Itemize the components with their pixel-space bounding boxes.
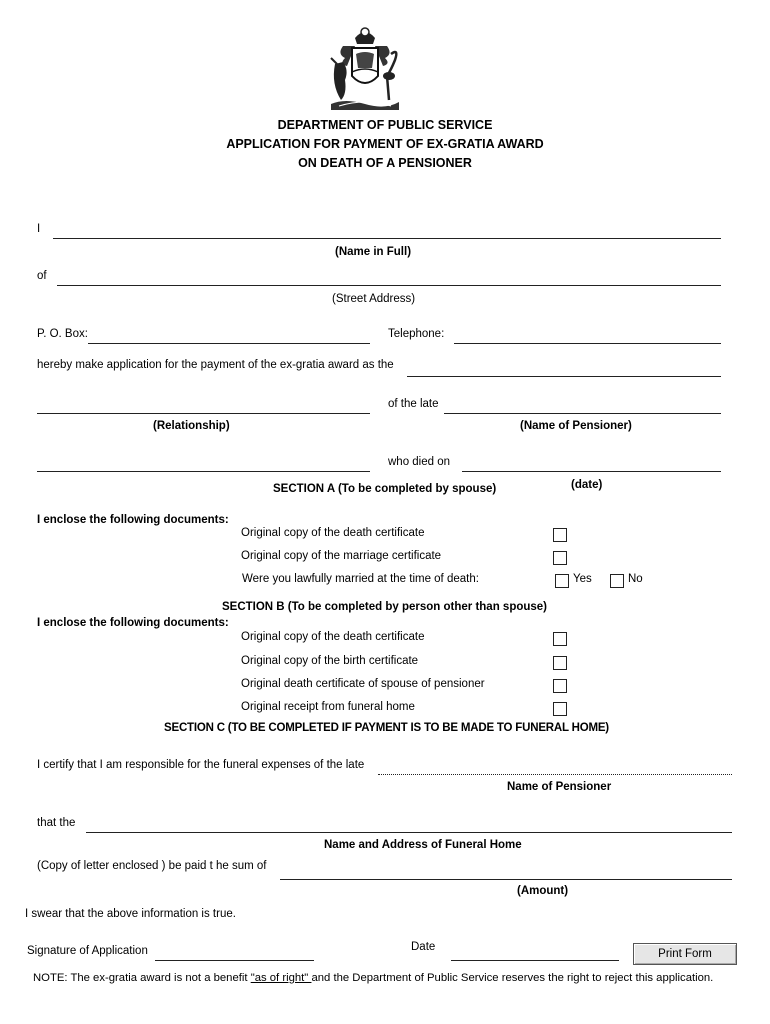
section-b-item-spouse-death-cert: Original death certificate of spouse of pensioner <box>241 678 485 690</box>
signature-label: Signature of Application <box>27 945 148 957</box>
married-yes-checkbox[interactable] <box>555 574 569 588</box>
telephone-field[interactable] <box>454 329 725 345</box>
date-caption: (date) <box>571 479 603 491</box>
telephone-label: Telephone: <box>388 328 445 340</box>
relationship-field[interactable] <box>37 399 374 415</box>
married-yes-label: Yes <box>573 573 592 585</box>
section-b-item-death-cert: Original copy of the death certificate <box>241 631 425 643</box>
funeral-caption: Name and Address of Funeral Home <box>324 839 522 851</box>
thatthe-label: that the <box>37 817 76 829</box>
ofthelate-label: of the late <box>388 398 439 410</box>
print-form-button[interactable]: Print Form <box>633 943 737 965</box>
section-b-spouse-death-cert-checkbox[interactable] <box>553 679 567 693</box>
section-c-heading: SECTION C (TO BE COMPLETED IF PAYMENT IS TO BE MADE TO FUNERAL HOME) <box>164 722 609 734</box>
name-caption: (Name in Full) <box>335 246 412 258</box>
section-b-funeral-receipt-checkbox[interactable] <box>553 702 567 716</box>
section-b-enclose-label: I enclose the following documents: <box>37 617 229 629</box>
swear-text: I swear that the above information is true. <box>25 908 236 920</box>
form-title-line3: ON DEATH OF A PENSIONER <box>298 156 472 170</box>
married-question: Were you lawfully married at the time of death: <box>242 573 479 585</box>
hereby-text: hereby make application for the payment of the ex-gratia award as the <box>37 359 394 371</box>
section-a-item-death-cert: Original copy of the death certificate <box>241 527 425 539</box>
of-label: of <box>37 270 47 282</box>
i-label: I <box>37 223 41 235</box>
form-title-line1: DEPARTMENT OF PUBLIC SERVICE <box>277 118 493 132</box>
note-prefix: NOTE: The ex-gratia award is not a benefit <box>33 972 251 984</box>
section-b-item-birth-cert: Original copy of the birth certificate <box>241 655 419 667</box>
note-as-of-right: "as of right" <box>250 972 312 984</box>
street-address-field[interactable] <box>57 271 725 287</box>
coat-of-arms-icon <box>325 24 405 114</box>
address-caption: (Street Address) <box>332 293 416 305</box>
amount-caption: (Amount) <box>517 885 569 897</box>
section-b-heading: SECTION B (To be completed by person other than spouse) <box>222 601 548 613</box>
section-b-death-cert-checkbox[interactable] <box>553 632 567 646</box>
section-a-enclose-label: I enclose the following documents: <box>37 514 229 526</box>
extra-field[interactable] <box>37 457 374 473</box>
footer-date-field[interactable] <box>451 946 623 962</box>
certify-text: I certify that I am responsible for the funeral expenses of the late <box>37 759 365 771</box>
section-a-marriage-cert-checkbox[interactable] <box>553 551 567 565</box>
hereby-field[interactable] <box>407 362 725 378</box>
funeral-home-field[interactable] <box>86 818 736 834</box>
section-a-death-cert-checkbox[interactable] <box>553 528 567 542</box>
copy-letter-text: (Copy of letter enclosed ) be paid t he sum of <box>37 860 267 872</box>
date-died-field[interactable] <box>462 457 725 473</box>
pensioner-caption: (Name of Pensioner) <box>520 420 632 432</box>
married-no-checkbox[interactable] <box>610 574 624 588</box>
footer-note <box>33 972 713 984</box>
signature-field[interactable] <box>155 946 318 962</box>
section-a-heading: SECTION A (To be completed by spouse) <box>273 483 497 495</box>
full-name-field[interactable] <box>53 224 725 240</box>
form-title-line2: APPLICATION FOR PAYMENT OF EX-GRATIA AWARD <box>226 137 544 151</box>
whodied-label: who died on <box>388 456 451 468</box>
relationship-caption: (Relationship) <box>153 420 230 432</box>
section-b-item-funeral-receipt: Original receipt from funeral home <box>241 701 415 713</box>
section-b-birth-cert-checkbox[interactable] <box>553 656 567 670</box>
pensioner-name-field[interactable] <box>444 399 725 415</box>
section-a-item-marriage-cert: Original copy of the marriage certificate <box>241 550 442 562</box>
pobox-label: P. O. Box: <box>37 328 88 340</box>
footer-date-label: Date <box>411 941 436 953</box>
section-c-pensioner-caption: Name of Pensioner <box>507 781 612 793</box>
pobox-field[interactable] <box>88 329 374 345</box>
amount-field[interactable] <box>280 865 736 881</box>
certify-pensioner-field[interactable] <box>378 760 736 776</box>
note-suffix: and the Department of Public Service reserves the right to reject this application. <box>311 972 714 984</box>
married-no-label: No <box>628 573 643 585</box>
